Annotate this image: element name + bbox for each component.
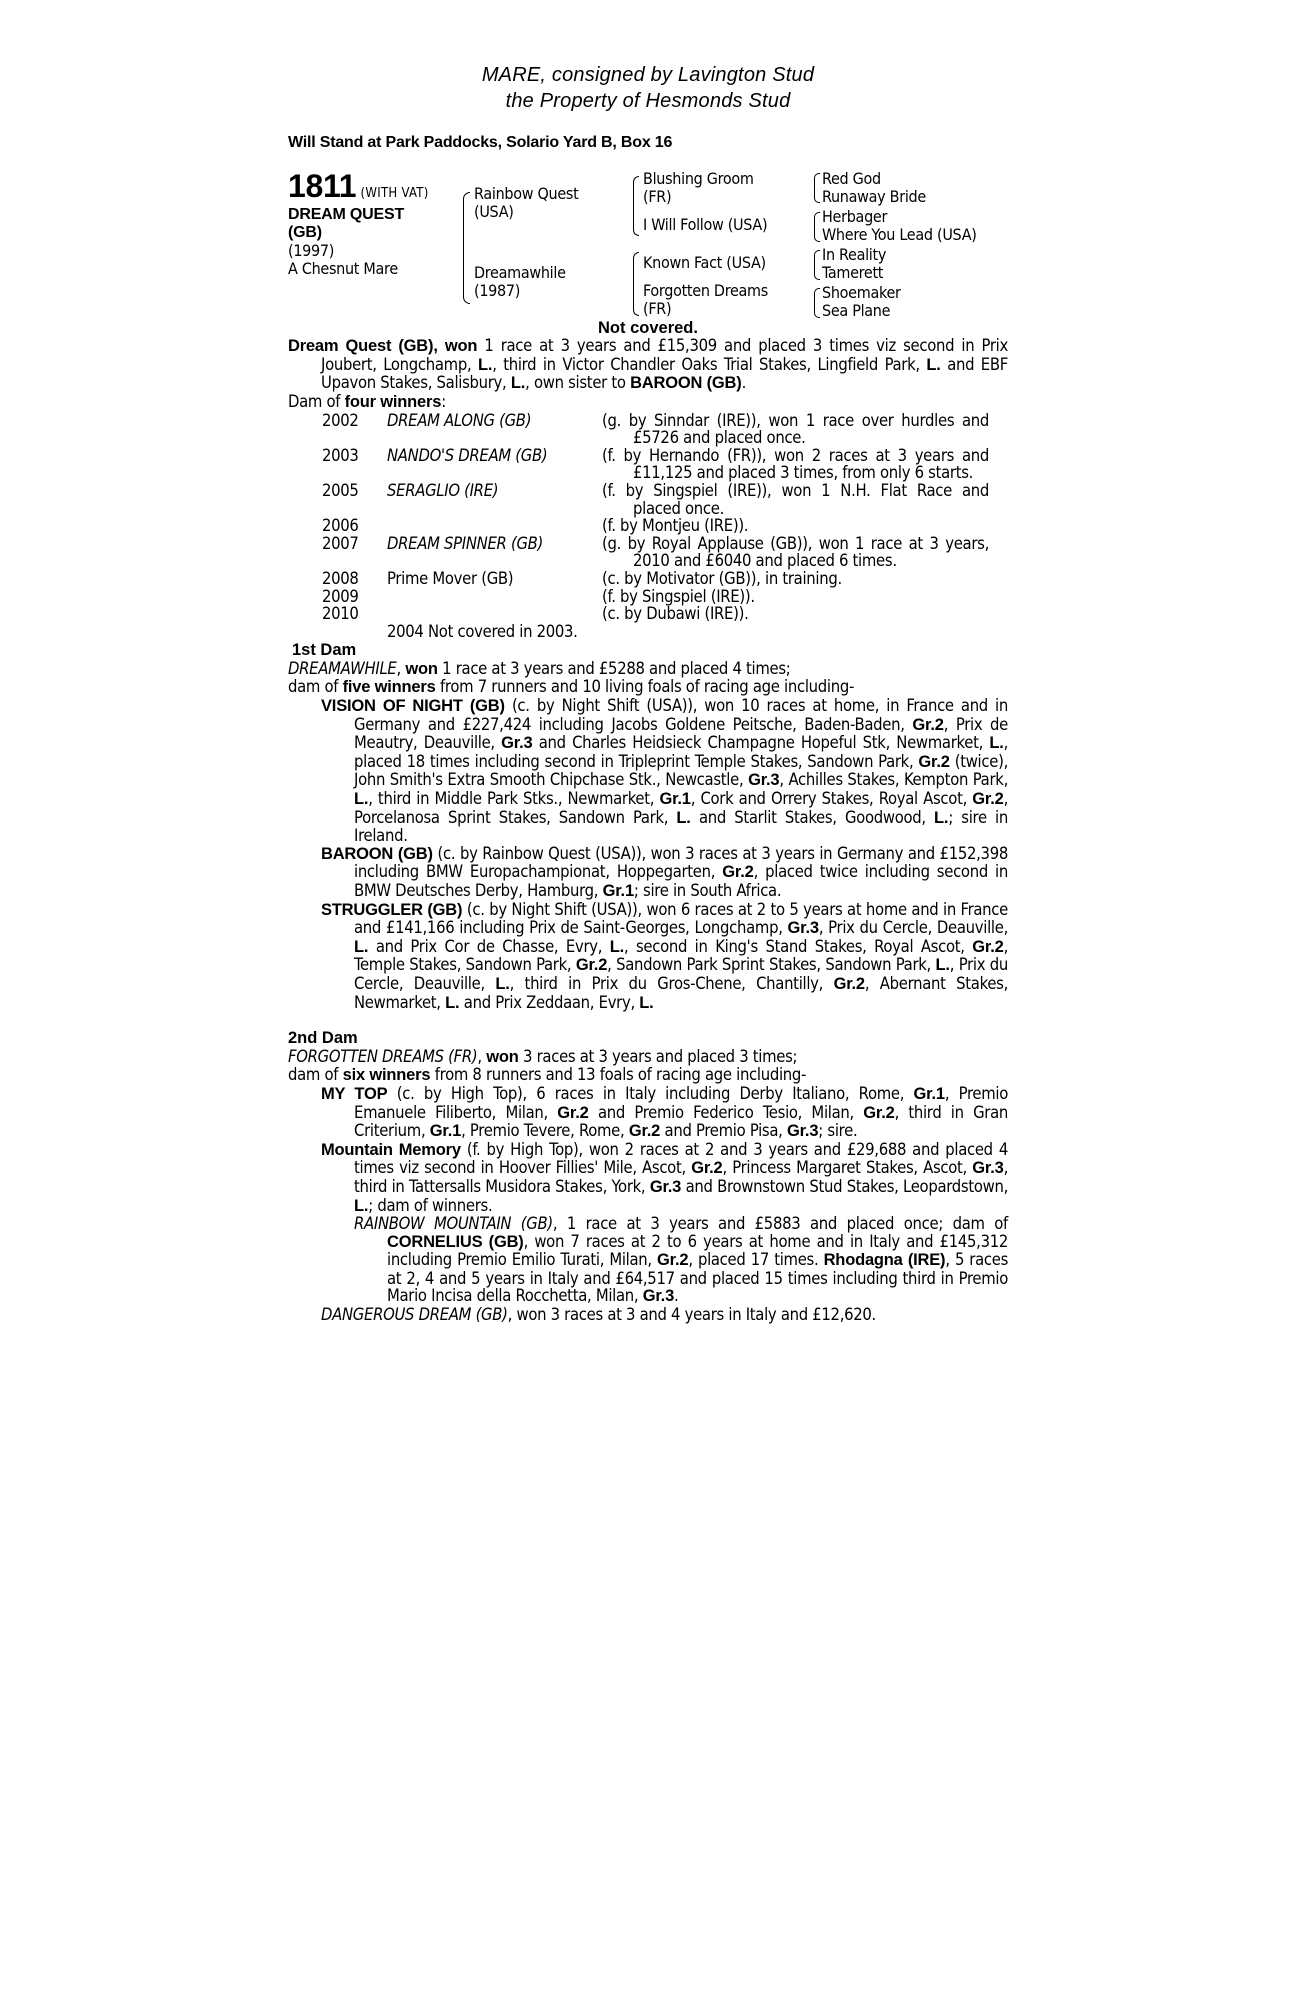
sire-dam: I Will Follow (USA) [643, 214, 768, 234]
brace-3 [633, 252, 639, 316]
consignor-line-2: the Property of Hesmonds Stud [505, 90, 791, 112]
first-dam-heading: 1st Dam [292, 641, 357, 660]
ssd: Runaway Bride [822, 186, 926, 206]
lot-number: 1811 [288, 167, 357, 204]
sire-name: Rainbow Quest [474, 183, 579, 203]
brace-7 [814, 288, 820, 318]
consignor-line-1: MARE, consigned by Lavington Stud [481, 64, 815, 86]
my-top-entry: MY TOP (c. by High Top), 6 races in Italy including Derby Italiano, Rome, Gr.1, Premio Emanuele Filiberto, Milan, Gr.2 and Premio Federico Tesio, Milan, Gr.2, third in Gran Criterium, Gr.1, Premio Tevere, Rome, Gr.2 and Premio Pisa, Gr.3; sire. [321, 1083, 1008, 1141]
sss: Red God [822, 168, 881, 188]
rainbow-mountain-entry: RAINBOW MOUNTAIN (GB), 1 race at 3 years and £5883 and placed once; dam of CORNELIUS (GB), won 7 races at 2 to 6 years at home and in Italy and £145,312 including Premio Emilio Turati, Milan, Gr.2, placed 17 times. Rhodagna (IRE), 5 races at 2, 4 and 5 years in Italy and £64,517 and placed 15 times including third in Premio Mario Incisa della Rocchetta, Milan, Gr.3. [354, 1214, 1009, 1306]
dss: In Reality [822, 244, 887, 264]
brace-5 [814, 212, 820, 242]
horse-name: DREAM QUEST [288, 205, 405, 223]
produce-row: 2009 (f. by Singspiel (IRE)). [322, 586, 755, 606]
dds: Shoemaker [822, 282, 901, 302]
produce-row: 2008 Prime Mover (GB) (c. by Motivator (GB)), in training. [322, 568, 842, 588]
produce-note: 2004 Not covered in 2003. [387, 621, 578, 641]
brace-2 [633, 176, 639, 236]
sds: Herbager [822, 206, 888, 226]
produce-row: 2007 DREAM SPINNER (GB) (g. by Royal Applause (GB)), won 1 race at 3 years, 2010 and £6040 and placed 6 times. [322, 533, 989, 571]
catalogue-page [288, 62, 1008, 1324]
sire-sire-country: (FR) [643, 186, 672, 206]
sire-sire-name: Blushing Groom [643, 168, 754, 188]
sire-country: (USA) [474, 201, 514, 221]
mountain-memory-entry: Mountain Memory (f. by High Top), won 2 races at 2 and 3 years and £29,688 and placed 4 times viz second in Hoover Fillies' Mile, Ascot, Gr.2, Princess Margaret Stakes, Ascot, Gr.3, third in Tattersalls Musidora Stakes, York, Gr.3 and Brownstown Stud Stakes, Leopardstown, L.; dam of winners. [321, 1139, 1008, 1215]
brace-6 [814, 250, 820, 280]
produce-list [288, 412, 1008, 641]
second-dam-produce-summary: dam of six winners from 8 runners and 13 foals of racing age including- [288, 1065, 807, 1085]
second-dam-heading: 2nd Dam [288, 1029, 358, 1048]
pedigree-table [288, 167, 1008, 320]
brace-4 [814, 173, 820, 203]
produce-row: 2002 DREAM ALONG (GB) (g. by Sinndar (IRE)), won 1 race over hurdles and £5726 and placed once. [322, 410, 989, 448]
not-covered: Not covered. [598, 318, 698, 337]
horse-country: (GB) [288, 223, 322, 241]
dam-of-line: Dam of four winners: [288, 391, 446, 411]
produce-row: 2005 SERAGLIO (IRE) (f. by Singspiel (IRE)), won 1 N.H. Flat Race and placed once. [322, 480, 989, 518]
brace-1 [463, 192, 470, 304]
baroon-entry: BAROON (GB) (c. by Rainbow Quest (USA)), won 3 races at 3 years in Germany and £152,398 including BMW Europachampionat, Hoppegarten, Gr.2, placed twice including second in BMW Deutsches Derby, Hamburg, Gr.1; sire in South Africa. [321, 843, 1008, 900]
dam-dam-name: Forgotten Dreams [643, 280, 768, 300]
dam-name: Dreamawhile [474, 262, 566, 282]
produce-row: 2006 (f. by Montjeu (IRE)). [322, 516, 749, 536]
dam-year: (1987) [474, 280, 521, 300]
ddd: Sea Plane [822, 300, 891, 320]
produce-row: 2010 (c. by Dubawi (IRE)). [322, 604, 749, 624]
first-dam-line: DREAMAWHILE, won 1 race at 3 years and £5288 and placed 4 times; [288, 658, 791, 678]
dangerous-dream-entry: DANGEROUS DREAM (GB), won 3 races at 3 and 4 years in Italy and £12,620. [321, 1305, 876, 1325]
sdd: Where You Lead (USA) [822, 224, 977, 244]
vat-note: (WITH VAT) [360, 185, 429, 201]
second-dam-line: FORGOTTEN DREAMS (FR), won 3 races at 3 years and placed 3 times; [288, 1046, 798, 1066]
struggler-entry: STRUGGLER (GB) (c. by Night Shift (USA)), won 6 races at 2 to 5 years at home and in France and £141,166 including Prix de Saint-Georges, Longchamp, Gr.3, Prix du Cercle, Deauville, L. and Prix Cor de Chasse, Evry, L., second in King's Stand Stakes, Royal Ascot, Gr.2, Temple Stakes, Sandown Park, Gr.2, Sandown Park Sprint Stakes, Sandown Park, L., Prix du Cercle, Deauville, L., third in Prix du Gros-Chene, Chantilly, Gr.2, Abernant Stakes, Newmarket, L. and Prix Zeddaan, Evry, L. [321, 899, 1008, 1012]
horse-description: A Chesnut Mare [288, 258, 398, 278]
dam-dam-country: (FR) [643, 298, 672, 318]
dam-sire: Known Fact (USA) [643, 252, 766, 272]
stand-location: Will Stand at Park Paddocks, Solario Yard B, Box 16 [288, 134, 673, 151]
first-dam-produce-summary: dam of five winners from 7 runners and 10 living foals of racing age including- [288, 677, 854, 697]
vision-of-night-entry: VISION OF NIGHT (GB) (c. by Night Shift (USA)), won 10 races at home, in France and in Germany and £227,424 including Jacobs Goldene Peitsche, Baden-Baden, Gr.2, Prix de Meautry, Deauville, Gr.3 and Charles Heidsieck Champagne Hopeful Stk, Newmarket, L., placed 18 times including second in Tripleprint Temple Stakes, Sandown Park, Gr.2 (twice), John Smith's Extra Smooth Chipchase Stk., Newcastle, Gr.3, Achilles Stakes, Kempton Park, L., third in Middle Park Stks., Newmarket, Gr.1, Cork and Orrery Stakes, Royal Ascot, Gr.2, Porcelanosa Sprint Stakes, Sandown Park, L. and Starlit Stakes, Goodwood, L.; sire in Ireland. [321, 696, 1009, 846]
dsd: Tamerett [822, 262, 884, 282]
horse-year: (1997) [288, 240, 335, 260]
produce-row: 2003 NANDO'S DREAM (GB) (f. by Hernando (FR)), won 2 races at 3 years and £11,125 and placed 3 times, from only 6 starts. [322, 445, 989, 483]
mare-summary: Dream Quest (GB), won 1 race at 3 years and £15,309 and placed 3 times viz second in Prix Joubert, Longchamp, L., third in Victor Chandler Oaks Trial Stakes, Lingfield Park, L. and EBF Upavon Stakes, Salisbury, L., own sister to BAROON (GB). [288, 336, 1008, 393]
